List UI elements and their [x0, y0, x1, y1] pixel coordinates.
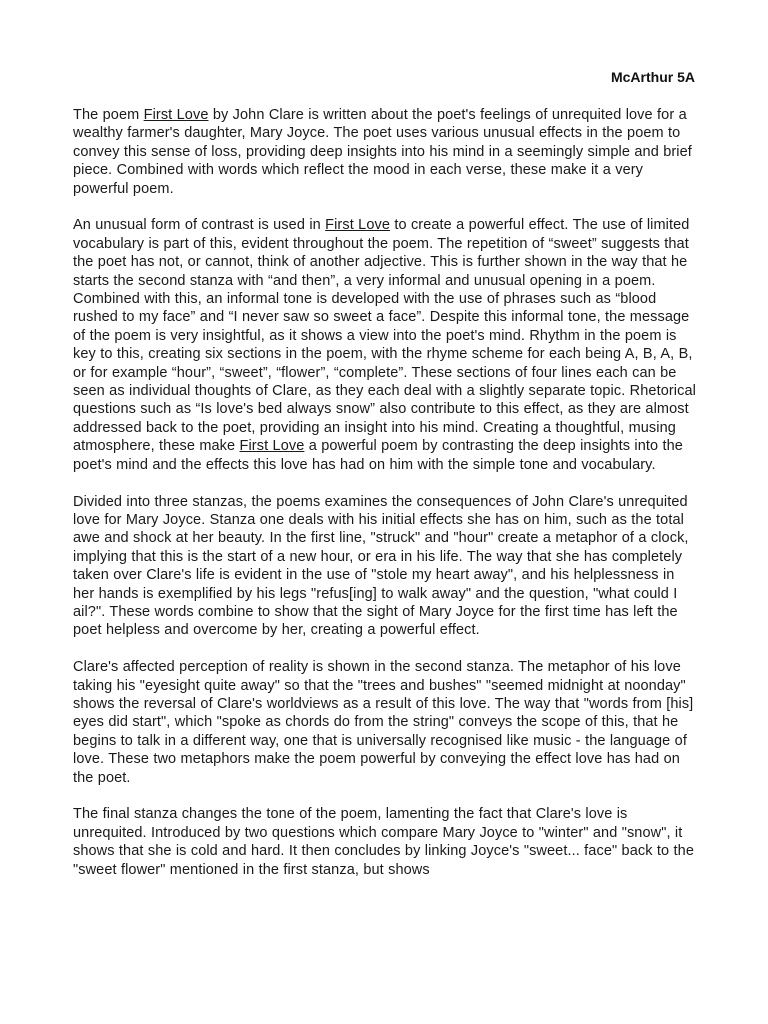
text-run: to create a powerful effect. The use of limited vocabulary is part of this, evident throughout the poem. The repetition of “sweet” suggests that the poet has not, or cannot, think of another adjective. This is further shown in the way that he starts the second stanza with “and then”, a very informal and unusual opening in a poem. Combined with this, an informal tone is developed with the use of phrases such as “blood rushed to my face” and “I never saw so sweet a face”. Despite this informal tone, the message of the poem is very insightful, as it shows a view into the poet's mind. Rhythm in the poem is key to this, creating six sections in the poem, with the rhyme scheme for each being A, B, A, B, or for example “hour”, “sweet”, “flower”, “complete”. These sections of four lines each can be seen as individual thoughts of Clare, as they each deal with a slightly separate topic. Rhetorical questions such as “Is love's bed always snow” also contribute to this effect, as they are almost addressed back to the poet, providing an insight into his mind. Creating a thoughtful, musing atmosphere, these make — [73, 217, 696, 455]
paragraph-stanza-three — [73, 805, 697, 879]
poem-title: First Love — [325, 217, 390, 234]
paragraph-stanza-two — [73, 658, 697, 787]
essay-body — [73, 106, 697, 897]
text-run: by John Clare is written about the poet's feelings of unrequited love for a wealthy farmer's daughter, Mary Joyce. The poet uses various unusual effects in the poem to convey this sense of loss, providing deep insights into his mind in a seemingly simple and brief piece. Combined with words which reflect the mood in each verse, these make it a very powerful poem. — [73, 107, 692, 197]
text-run: The poem — [73, 107, 144, 123]
text-run: Divided into three stanzas, the poems examines the consequences of John Clare's unrequited love for Mary Joyce. Stanza one deals with his initial effects she has on him, such as the total awe and shock at her beauty. In the first line, "struck" and "hour" create a metaphor of a clock, implying that this is the start of a new hour, or era in his life. The way that she has completely taken over Clare's life is evident in the use of "stole my heart away", and his helplessness in her hands is exemplified by his legs "refus[ing] to walk away" and the question, "what could I ail?". These words combine to show that the sight of Mary Joyce for the first time has left the poet helpless and overcome by her, creating a powerful effect. — [73, 493, 689, 639]
author-header: McArthur 5A — [610, 69, 695, 85]
poem-title: First Love — [239, 438, 305, 455]
text-run: a powerful poem by contrasting the deep insights into the poet's mind and the effects this love has had on him with the simple tone and vocabulary. — [73, 438, 683, 473]
paragraph-contrast — [73, 216, 697, 474]
text-run: An unusual form of contrast is used in — [73, 217, 326, 234]
poem-title: First Love — [143, 107, 209, 123]
text-run: The final stanza changes the tone of the poem, lamenting the fact that Clare's love is unrequited. Introduced by two questions which compare Mary Joyce to "winter" and "snow", it shows that she is cold and hard. It then concludes by linking Joyce's "sweet... face" back to the "sweet flower" mentioned in the first stanza, but shows — [73, 806, 694, 878]
text-run: Clare's affected perception of reality is shown in the second stanza. The metaphor of his love taking his "eyesight quite away" so that the "trees and bushes" "seemed midnight at noonday" shows the reversal of Clare's worldviews as a result of this love. The way that "words from [his] eyes did start", which "spoke as chords do from the string" conveys the scope of this, that he begins to talk in a different way, one that is universally recognised like music - the language of love. These two metaphors make the poem powerful by conveying the effect love has had on the poet. — [73, 659, 694, 786]
paragraph-stanza-one — [73, 493, 697, 640]
paragraph-intro — [73, 106, 697, 198]
